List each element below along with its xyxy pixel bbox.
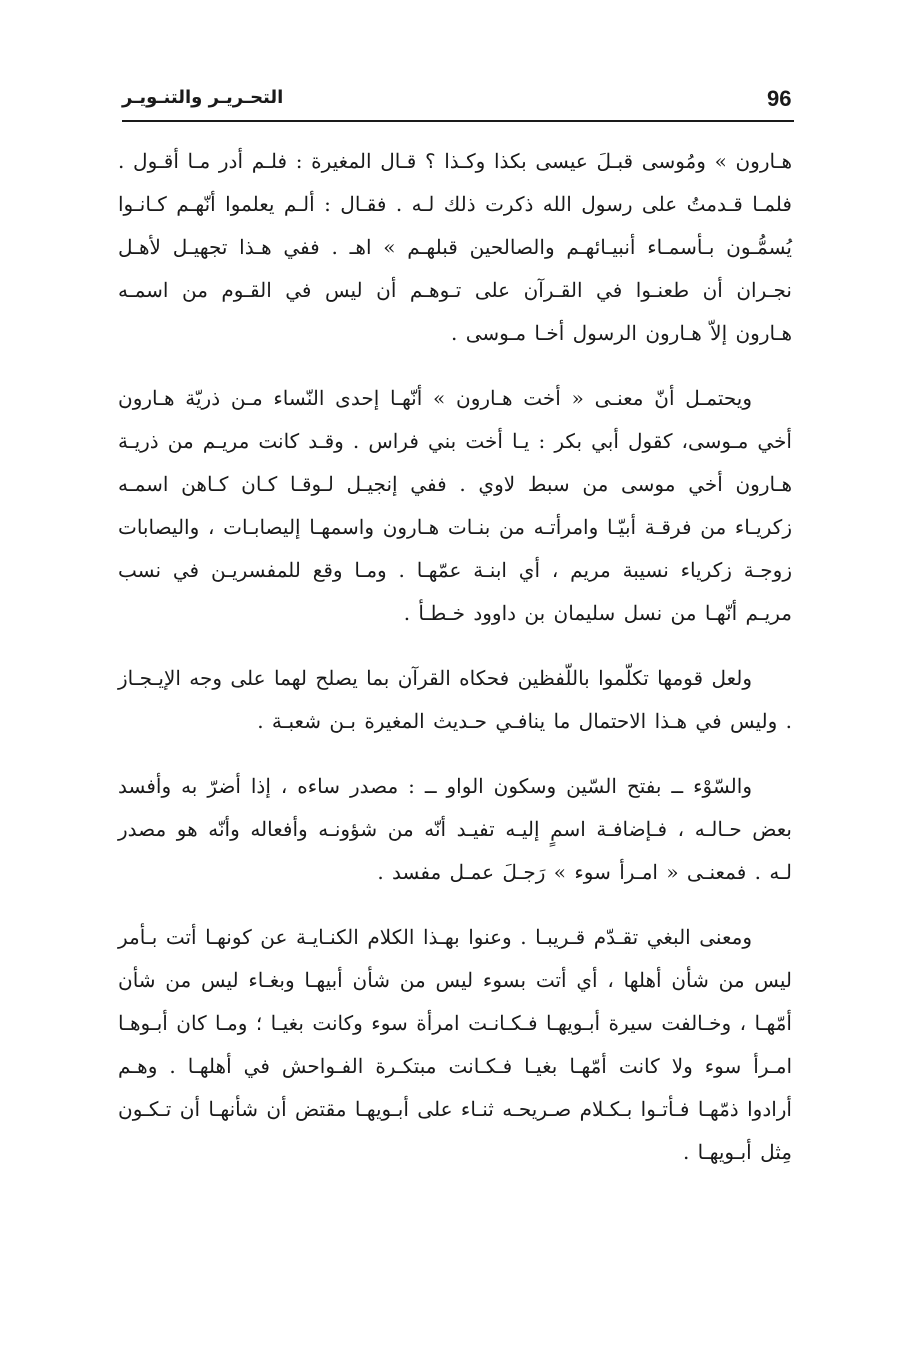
paragraph-1: هـارون » ومُوسى قبـلَ عيسى بكذا وكـذا ؟ قـال المغيرة : فلـم أدر مـا أقـول . فلمـا قـدمتُ على رسول الله ذكرت ذلك لـه . فقـال : ألـم يعلموا أنّهـم كـانـوا يُسمُّـون بـأسمـاء أنبيـائهـم والصالحين قبلهـم » اهـ . ففي هـذا تجهيـل لأهـل نجـران أن طعنـوا في القـرآن على تـوهـم أن ليس في القـوم من اسمـه هـارون إلاّ هـارون الرسول أخـا مـوسى . <box>118 149 792 345</box>
page-number: 96 <box>767 86 792 111</box>
paragraph-4: والسّوْء ــ بفتح السّين وسكون الواو ــ : مصدر ساءه ، إذا أضرّ به وأفسد بعض حـالـه ، فـإضافـة اسمٍ إليـه تفيـد أنّه من شؤونـه وأفعاله وأنّه هو مصدر لـه . فمعنـى « امـرأ سوء » رَجـلَ عمـل مفسد . <box>118 774 792 884</box>
paragraph-3: ولعل قومها تكلّموا باللّفظين فحكاه القرآن بما يصلح لهما على وجه الإيـجـاز . وليس في هـذا الاحتمال ما ينافـي حـديث المغيرة بـن شعبـة . <box>118 666 792 733</box>
paragraph-5: ومعنى البغي تقـدّم قـريبـا . وعنوا بهـذا الكلام الكنـايـة عن كونهـا أتت بـأمر ليس من شأن أهلها ، أي أتت بسوء ليس من شأن أبيهـا وبغـاء ليس من شأن أمّهـا ، وخـالفت سيرة أبـويهـا فـكـانـت امرأة سوء وكانت بغيـا ؛ ومـا كان أبـوهـا امـرأ سوء ولا كانت أمّهـا بغيـا فـكـانت مبتكـرة الفـواحش في أهلهـا . وهـم أرادوا ذمّهـا فـأتـوا بـكـلام صـريحـه ثنـاء على أبـويهـا مقتض أن شأنهـا أن تـكـون مِثل أبـويهـا . <box>118 925 792 1164</box>
body-text <box>118 140 792 1174</box>
running-title: التحـريـر والتنـويـر <box>122 87 284 108</box>
paragraph-2: ويحتمـل أنّ معنـى « أخت هـارون » أنّهـا إحدى النّساء مـن ذريّة هـارون أخي مـوسى، كقول أبي بكر : يـا أخت بني فراس . وقـد كانت مريـم من ذريـة هـارون أخي موسى من سبط لاوي . ففي إنجيـل لـوقـا كـان كـاهن اسمـه زكريـاء من فرقـة أبيّـا وامرأتـه من بنـات هـارون واسمهـا إليصابـات ، واليصابات زوجـة زكرياء نسيبة مريم ، أي ابنـة عمّهـا . ومـا وقع للمفسريـن في نسب مريـم أنّهـا من نسل سليمان بن داوود خـطـأ . <box>118 386 792 625</box>
page-header <box>122 84 794 122</box>
